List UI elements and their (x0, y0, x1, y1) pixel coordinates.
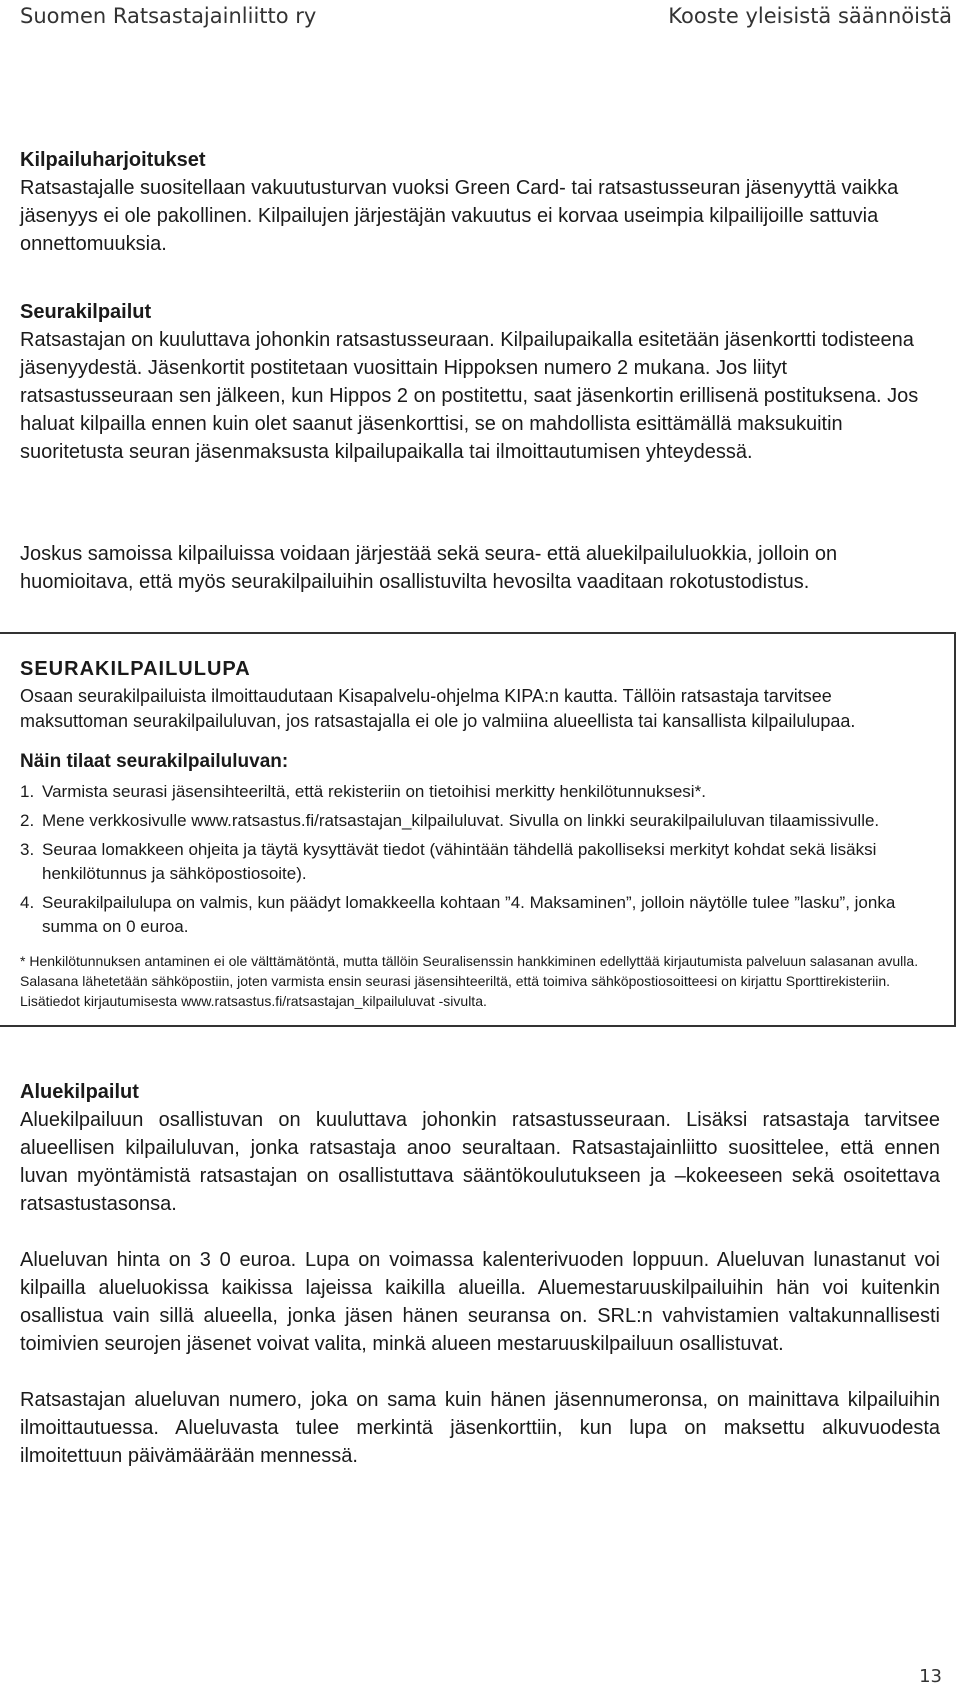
step-number: 1. (20, 782, 35, 801)
section-paragraph: Aluekilpailuun osallistuvan on kuuluttava johonkin ratsastusseuraan. Lisäksi ratsastaja tarvitsee alueellisen kilpailuluvan, jonka ratsastaja anoo seuraltaan. Ratsastajainliitto suosittelee, että ennen luvan myöntämistä ratsastajan on osallistuttava sääntökoulutukseen ja –kokeeseen sekä osoitettava ratsastustasonsa. (20, 1109, 940, 1215)
step-item (20, 780, 920, 804)
step-number: 2. (20, 811, 35, 830)
step-text: Varmista seurasi jäsensihteeriltä, että rekisteriin on tietoihisi merkitty henkilötunnuksesi*. (42, 782, 706, 801)
section-text: Joskus samoissa kilpailuissa voidaan järjestää sekä seura- että aluekilpailuluokkia, jolloin on huomioitava, että myös seurakilpailuihin osallistuvilta hevosilta vaaditaan rokotustodistus. (20, 543, 838, 593)
section-paragraph: Alueluvan hinta on 3 0 euroa. Lupa on voimassa kalenterivuoden loppuun. Alueluvan lunastanut voi kilpailla alueluokissa kaikissa lajeissa kaikilla alueilla. Aluemestaruuskilpailuihin hän voi kuitenkin osallistua vain sillä alueella, jonka jäsen hänen seuransa on. SRL:n vahvistamien valtakunnallisesti toimivien seurojen jäsenet voivat valita, minkä alueen mestaruuskilpailuun osallistuvat. (20, 1249, 940, 1355)
step-item (20, 838, 920, 886)
section-paragraph: Ratsastajan alueluvan numero, joka on sama kuin hänen jäsennumeronsa, on mainittava kilpailuihin ilmoittautuessa. Alueluvasta tulee merkintä jäsenkorttiin, kun lupa on maksettu alkuvuodesta ilmoitettuun päivämäärään mennessä. (20, 1389, 940, 1467)
step-number: 3. (20, 840, 35, 859)
section-kilpailuharjoitukset (20, 146, 940, 258)
footnote-link-text: Lisätiedot kirjautumisesta www.ratsastus.fi/ratsastajan_kilpailuluvat -sivulta. (20, 993, 487, 1009)
header-organization: Suomen Ratsastajainliitto ry (20, 4, 317, 28)
step-text: Seuraa lomakkeen ohjeita ja täytä kysyttävät tiedot (vähintään tähdellä pakolliseksi merkityt kohdat sekä lisäksi henkilötunnus ja sähköpostiosoite). (42, 840, 877, 883)
section-text: Ratsastajan on kuuluttava johonkin ratsastusseuraan. Kilpailupaikalla esitetään jäsenkortti todisteena jäsenyydestä. Jäsenkortit postitetaan vuosittain Hippoksen numero 2 mukana. Jos liityt ratsastusseuraan sen jälkeen, kun Hippos 2 on postitettu, saat jäsenkortin erillisenä postituksena. Jos haluat kilpailla ennen kuin olet saanut jäsenkorttisi, se on mahdollista esittämällä maksukuitin suoritetusta seuran jäsenmaksusta kilpailupaikalla tai ilmoittautumisen yhteydessä. (20, 329, 919, 463)
steps-list (20, 780, 920, 939)
step-number: 4. (20, 893, 35, 912)
page-number: 13 (919, 1666, 942, 1687)
section-seurakilpailut-note (20, 540, 940, 596)
seurakilpailulupa-box (0, 632, 956, 1027)
box-subtitle: Näin tilaat seurakilpailuluvan: (20, 751, 289, 772)
footnote-text: * Henkilötunnuksen antaminen ei ole välttämätöntä, mutta tällöin Seuralisenssin hankkiminen edellyttää kirjautumista palveluun salasanan avulla. Salasana lähetetään sähköpostiin, joten varmista ensin seurasi jäsensihteeriltä, että toimiva sähköpostiosoitteesi on kirjattu Sporttirekisteriin. (20, 953, 919, 989)
step-text: Mene verkkosivulle www.ratsastus.fi/ratsastajan_kilpailuluvat. Sivulla on linkki seurakilpailuluvan tilaamissivulle. (42, 811, 880, 830)
step-item (20, 891, 920, 939)
section-aluekilpailut (20, 1078, 940, 1470)
running-header (0, 0, 960, 36)
step-item (20, 809, 920, 833)
section-seurakilpailut (20, 298, 940, 466)
step-text: Seurakilpailulupa on valmis, kun päädyt lomakkeella kohtaan ”4. Maksaminen”, jolloin näytölle tulee ”lasku”, jonka summa on 0 euroa. (42, 893, 896, 936)
section-title: Seurakilpailut (20, 301, 152, 323)
box-title: SEURAKILPAILULUPA (20, 658, 251, 680)
section-text: Ratsastajalle suositellaan vakuutusturvan vuoksi Green Card- tai ratsastusseuran jäsenyyttä vaikka jäsenyys ei ole pakollinen. Kilpailujen järjestäjän vakuutus ei korvaa useimpia kilpailijoille sattuvia onnettomuuksia. (20, 177, 899, 255)
section-title: Kilpailuharjoitukset (20, 149, 206, 171)
section-title: Aluekilpailut (20, 1081, 139, 1103)
box-intro: Osaan seurakilpailuista ilmoittaudutaan Kisapalvelu-ohjelma KIPA:n kautta. Tällöin ratsastaja tarvitsee maksuttoman seurakilpailuluvan, jos ratsastajalla ei ole jo valmiina alueellista tai kansallista kilpailulupaa. (20, 686, 856, 731)
header-document-title: Kooste yleisistä säännöistä (668, 4, 952, 28)
footnote (20, 951, 920, 1011)
